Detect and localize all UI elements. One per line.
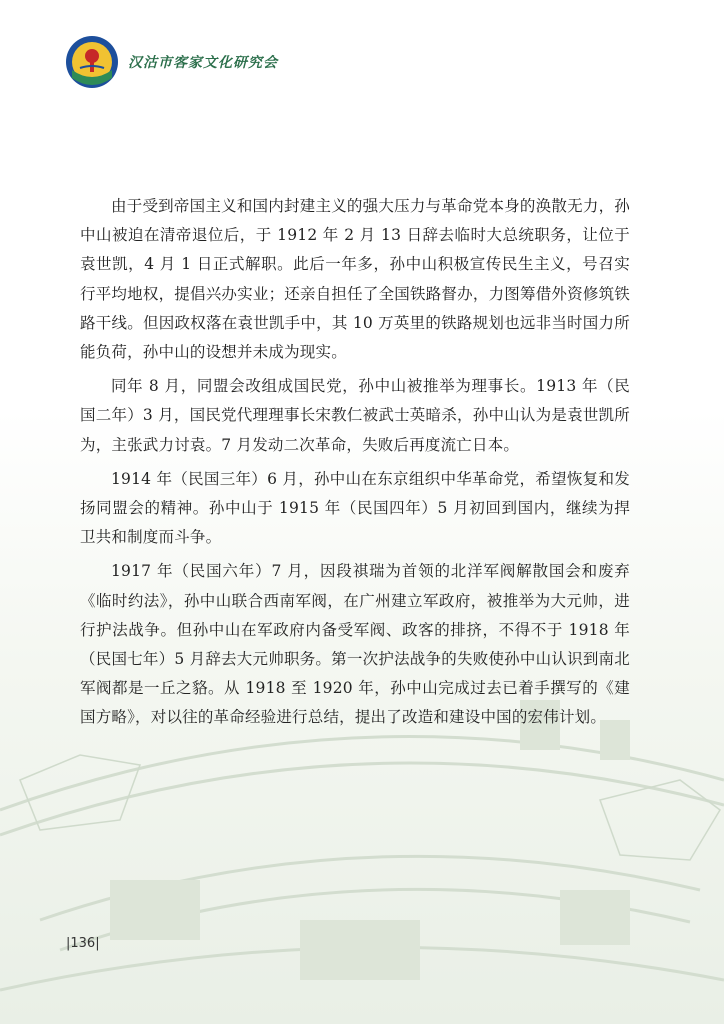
paragraph: 1914 年（民国三年）6 月，孙中山在东京组织中华革命党，希望恢复和发扬同盟会的精神。孙中山于 1915 年（民国四年）5 月初回到国内，继续为捍卫共和制度而斗争。 <box>80 469 630 547</box>
paragraph: 由于受到帝国主义和国内封建主义的强大压力与革命党本身的涣散无力，孙中山被迫在清帝退位后，于 1912 年 2 月 13 日辞去临时大总统职务，让位于袁世凯，4 月 1 日正式解职。此后一年多，孙中山积极宣传民生主义，号召实行平均地权，提倡兴办实业；还亲自担任了全国铁路督办，力图筹借外资修筑铁路干线。但因政权落在袁世凯手中，其 10 万英里的铁路规划也远非当时国力所能负荷，孙中山的设想并未成为现实。 <box>80 197 630 362</box>
page-header <box>64 34 278 90</box>
org-name: 汉沽市客家文化研究会 <box>128 55 278 71</box>
article-body <box>80 192 630 738</box>
paragraph: 1917 年（民国六年）7 月，因段祺瑞为首领的北洋军阀解散国会和废弃《临时约法》，孙中山联合西南军阀，在广州建立军政府，被推举为大元帅，进行护法战争。但孙中山在军政府内备受军阀、政客的排挤，不得不于 1918 年（民国七年）5 月辞去大元帅职务。第一次护法战争的失败使孙中山认识到南北军阀都是一丘之貉。从 1918 至 1920 年，孙中山完成过去已着手撰写的《建国方略》，对以往的革命经验进行总结，提出了改造和建设中国的宏伟计划。 <box>80 562 630 727</box>
society-emblem-icon <box>64 34 120 90</box>
paragraph: 同年 8 月，同盟会改组成国民党，孙中山被推举为理事长。1913 年（民国二年）3 月，国民党代理理事长宋教仁被武士英暗杀，孙中山认为是袁世凯所为，主张武力讨袁。7 月发动二次革命，失败后再度流亡日本。 <box>80 377 630 454</box>
page-number: |136| <box>66 936 100 951</box>
page-number-value: 136 <box>70 936 96 951</box>
